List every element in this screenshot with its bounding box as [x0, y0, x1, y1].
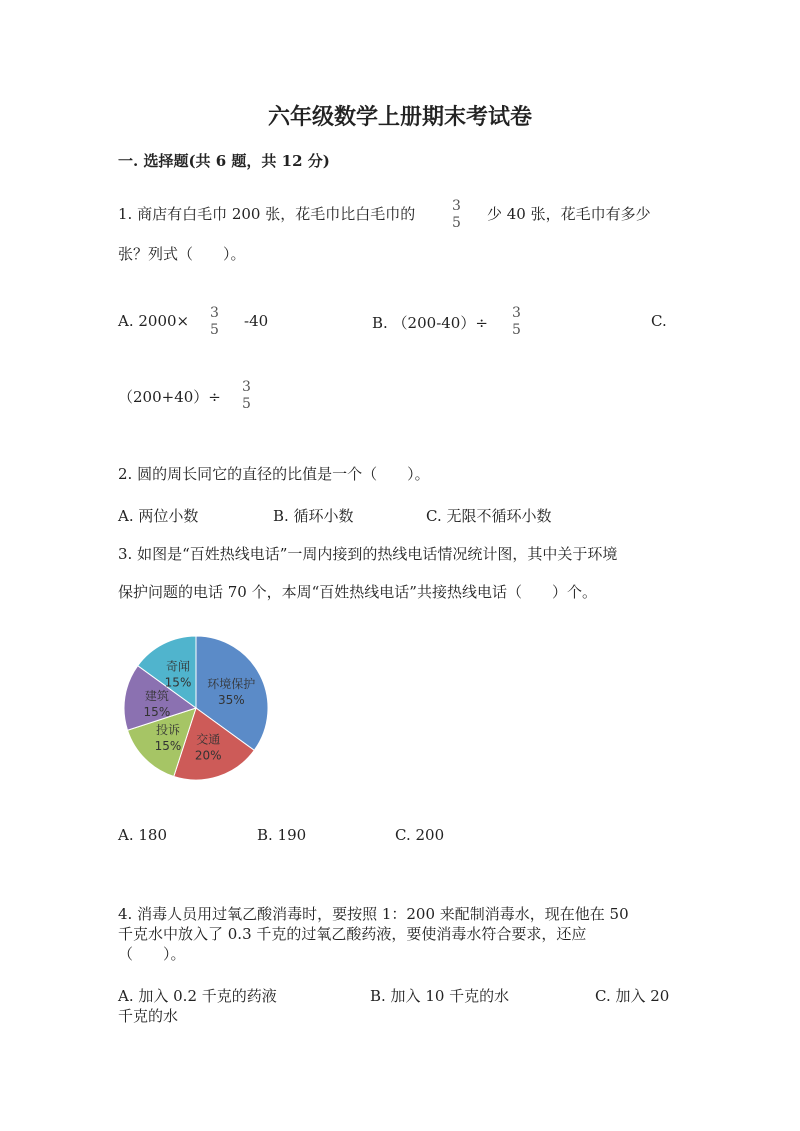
q1-b-fraction [512, 305, 521, 339]
q1-option-c[interactable]: C. [651, 312, 667, 330]
q4-text-3: （ ）。 [118, 945, 186, 963]
pie-chart [110, 630, 280, 790]
denominator: 5 [210, 322, 219, 338]
q1-option-c-2: （200+40）÷ [118, 388, 221, 406]
q4-option-c-2: 千克的水 [118, 1007, 179, 1025]
q2-option-c[interactable]: C. 无限不循环小数 [426, 507, 552, 525]
q3-option-b[interactable]: B. 190 [257, 826, 307, 844]
q3-option-c[interactable]: C. 200 [395, 826, 445, 844]
numerator: 3 [210, 305, 219, 321]
q1-text: 1. 商店有白毛巾 200 张，花毛巾比白毛巾的 [118, 205, 416, 223]
q1-c-fraction [242, 379, 251, 413]
page-title: 六年级数学上册期末考试卷 [267, 104, 532, 130]
q2-option-b[interactable]: B. 循环小数 [273, 507, 354, 525]
q2-option-a[interactable]: A. 两位小数 [118, 507, 199, 525]
q4-option-b[interactable]: B. 加入 10 千克的水 [370, 987, 510, 1005]
q4-option-c[interactable]: C. 加入 20 [595, 987, 670, 1005]
q1-option-a[interactable]: A. 2000× [118, 312, 190, 330]
denominator: 5 [452, 215, 461, 231]
section-heading: 一. 选择题(共 6 题，共 12 分) [118, 152, 330, 170]
pie-slice-value: 15% [164, 675, 192, 690]
pie-slice-value: 20% [194, 748, 222, 763]
q3-text: 3. 如图是“百姓热线电话”一周内接到的热线电话情况统计图，其中关于环境 [118, 545, 618, 563]
pie-slice-value: 15% [154, 739, 182, 754]
pie-slice-label: 建筑 [144, 688, 169, 703]
pie-slice-value: 35% [217, 693, 245, 708]
q4-option-a[interactable]: A. 加入 0.2 千克的药液 [118, 987, 277, 1005]
q3-option-a[interactable]: A. 180 [118, 826, 167, 844]
q1-text-3: 张？列式（ ）。 [118, 245, 246, 263]
numerator: 3 [452, 198, 461, 214]
q4-text: 4. 消毒人员用过氧乙酸消毒时，要按照 1：200 来配制消毒水，现在他在 50 [118, 905, 629, 923]
pie-slice-label: 奇闻 [166, 659, 191, 674]
q1-option-a-2: -40 [244, 312, 269, 330]
q3-text-2: 保护问题的电话 70 个，本周“百姓热线电话”共接热线电话（ ）个。 [118, 583, 597, 601]
q1-a-fraction [210, 305, 219, 339]
q1-fraction [452, 198, 461, 232]
denominator: 5 [242, 396, 251, 412]
pie-slice-value: 15% [143, 704, 171, 719]
pie-slice-label: 环境保护 [207, 677, 256, 692]
numerator: 3 [512, 305, 521, 321]
q2-text: 2. 圆的周长同它的直径的比值是一个（ ）。 [118, 465, 430, 483]
q1-option-b[interactable]: B. （200-40）÷ [372, 314, 488, 332]
pie-slice-label: 交通 [196, 732, 221, 747]
q1-text-2: 少 40 张，花毛巾有多少 [487, 205, 651, 223]
q4-text-2: 千克水中放入了 0.3 千克的过氧乙酸药液，要使消毒水符合要求，还应 [118, 925, 587, 943]
pie-slice-label: 投诉 [155, 723, 181, 738]
denominator: 5 [512, 322, 521, 338]
numerator: 3 [242, 379, 251, 395]
